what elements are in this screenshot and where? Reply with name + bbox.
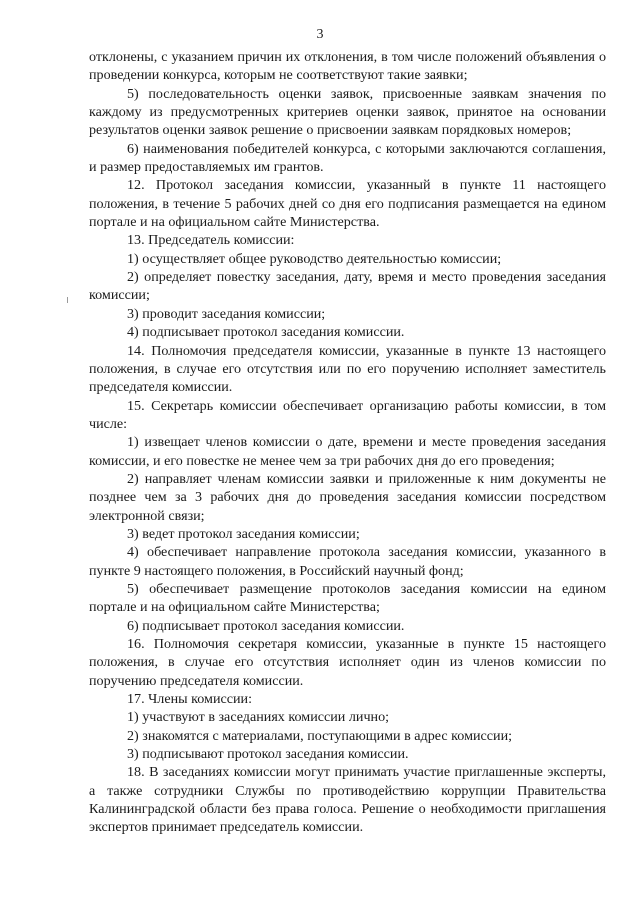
page-number: 3 — [316, 27, 324, 42]
paragraph: 18. В заседаниях комиссии могут принимать участие приглашенные эксперты, а также сотрудники Службы по противодействию коррупции Правительства Калининградской области без права голоса. Решение о необходимости приглашения экспертов принимает председатель комиссии. — [89, 764, 606, 836]
paragraph: 4) обеспечивает направление протокола заседания комиссии, указанного в пункте 9 настоящего положения, в Российский научный фонд; — [89, 544, 606, 579]
paragraph-continuation: отклонены, с указанием причин их отклонения, в том числе положений объявления о проведении конкурса, которым не соответствуют такие заявки; — [89, 49, 606, 84]
paragraph: 15. Секретарь комиссии обеспечивает организацию работы комиссии, в том числе: — [89, 397, 606, 432]
paragraph: 1) участвуют в заседаниях комиссии лично; — [127, 709, 390, 726]
document-body — [89, 48, 606, 837]
paragraph: 3) проводит заседания комиссии; — [127, 305, 326, 322]
paragraph: 2) направляет членам комиссии заявки и приложенные к ним документы не позднее чем за 3 рабочих дня до проведения заседания комиссии посредством электронной связи; — [89, 470, 606, 524]
paragraph: 6) наименования победителей конкурса, с которыми заключаются соглашения, и размер предоставляемых им грантов. — [89, 140, 606, 176]
paragraph: 4) подписывает протокол заседания комиссии. — [127, 324, 405, 341]
paragraph: 14. Полномочия председателя комиссии, указанные в пункте 13 настоящего положения, в случае его отсутствия или по его поручению исполняет заместитель председателя комиссии. — [89, 342, 606, 396]
paragraph: 1) осуществляет общее руководство деятельностью комиссии; — [127, 250, 502, 267]
paragraph: 2) определяет повестку заседания, дату, время и место проведения заседания комиссии; — [89, 269, 606, 304]
paragraph: 16. Полномочия секретаря комиссии, указанные в пункте 15 настоящего положения, в случае его отсутствия исполняет один из членов комиссии по поручению председателя комиссии. — [89, 636, 606, 689]
paragraph: 13. Председатель комиссии: — [127, 232, 295, 249]
paragraph: 3) подписывают протокол заседания комиссии. — [127, 746, 409, 763]
paragraph: 1) извещает членов комиссии о дате, времени и месте проведения заседания комиссии, и его повестке не менее чем за три рабочих дня до его проведения; — [89, 434, 606, 469]
paragraph: 12. Протокол заседания комиссии, указанный в пункте 11 настоящего положения, в течение 5 рабочих дней со дня его подписания размещается на едином портале и на официальном сайте Министерства. — [89, 177, 606, 231]
paragraph: 5) последовательность оценки заявок, присвоенные заявкам значения по каждому из предусмотренных критериев оценки заявок, принятое на основании результатов оценки заявок решение о присвоении заявкам порядковых номеров; — [89, 85, 606, 139]
paragraph: 5) обеспечивает размещение протоколов заседания комиссии на едином портале и на официальном сайте Министерства; — [89, 580, 606, 616]
paragraph: 17. Члены комиссии: — [127, 691, 253, 708]
paragraph: 3) ведет протокол заседания комиссии; — [127, 525, 360, 542]
paragraph: 6) подписывает протокол заседания комиссии. — [127, 617, 405, 634]
paragraph: 2) знакомятся с материалами, поступающими в адрес комиссии; — [127, 727, 513, 744]
margin-mark — [67, 297, 68, 303]
